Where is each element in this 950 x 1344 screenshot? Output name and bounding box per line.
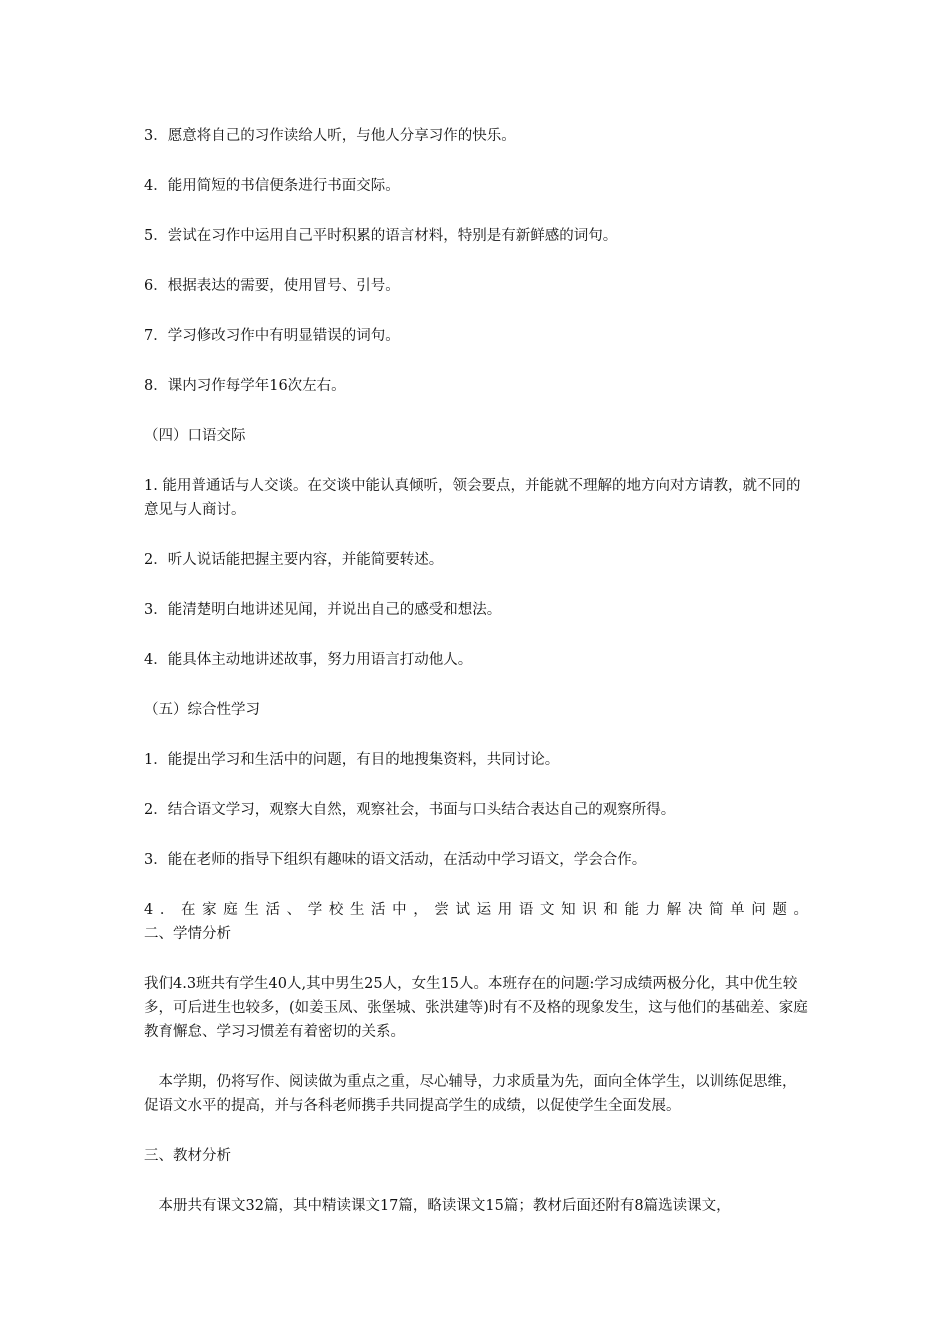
comprehensive-item-1: 1．能提出学习和生活中的问题，有目的地搜集资料，共同讨论。 [144, 752, 560, 768]
oral-item-4: 4．能具体主动地讲述故事，努力用语言打动他人。 [144, 652, 473, 668]
comprehensive-item-4: 4．在家庭生活、学校生活中，尝试运用语文知识和能力解决简单问题。 [144, 902, 808, 918]
comprehensive-item-3: 3．能在老师的指导下组织有趣味的语文活动，在活动中学习语文，学会合作。 [144, 852, 647, 868]
section-heading-comprehensive: （五）综合性学习 [144, 702, 260, 718]
writing-item-7: 7．学习修改习作中有明显错误的词句。 [144, 328, 400, 344]
oral-item-1: 1. 能用普通话与人交谈。在交谈中能认真倾听，领会要点，并能就不理解的地方向对方请教，就不同的意见与人商讨。 [144, 478, 801, 518]
writing-item-8: 8．课内习作每学年16次左右。 [144, 378, 346, 394]
writing-item-4: 4．能用简短的书信便条进行书面交际。 [144, 178, 400, 194]
textbook-analysis-paragraph: 本册共有课文32篇，其中精读课文17篇，略读课文15篇；教材后面还附有8篇选读课文， [158, 1198, 731, 1214]
writing-item-5: 5．尝试在习作中运用自己平时积累的语言材料，特别是有新鲜感的词句。 [144, 228, 618, 244]
writing-item-3: 3．愿意将自己的习作读给人听，与他人分享习作的快乐。 [144, 128, 516, 144]
student-analysis-paragraph: 我们4.3班共有学生40人,其中男生25人，女生15人。本班存在的问题:学习成绩两极分化，其中优生较多，可后进生也较多，(如姜玉凤、张堡城、张洪建等)时有不及格的现象发生，这与他们的基础差、家庭教育懈怠、学习习惯差有着密切的关系。 [144, 976, 808, 1040]
section-heading-oral: （四）口语交际 [144, 428, 246, 444]
section-heading-student-analysis: 二、学情分析 [144, 926, 231, 942]
oral-item-3: 3．能清楚明白地讲述见闻，并说出自己的感受和想法。 [144, 602, 502, 618]
comprehensive-item-2: 2．结合语文学习，观察大自然，观察社会，书面与口头结合表达自己的观察所得。 [144, 802, 676, 818]
writing-item-6: 6．根据表达的需要，使用冒号、引号。 [144, 278, 400, 294]
oral-item-2: 2．听人说话能把握主要内容，并能简要转述。 [144, 552, 444, 568]
semester-plan-paragraph: 本学期，仍将写作、阅读做为重点之重，尽心辅导，力求质量为先，面向全体学生，以训练促思维，促语文水平的提高，并与各科老师携手共同提高学生的成绩，以促使学生全面发展。 [144, 1074, 797, 1114]
section-heading-textbook-analysis: 三、教材分析 [144, 1148, 231, 1164]
